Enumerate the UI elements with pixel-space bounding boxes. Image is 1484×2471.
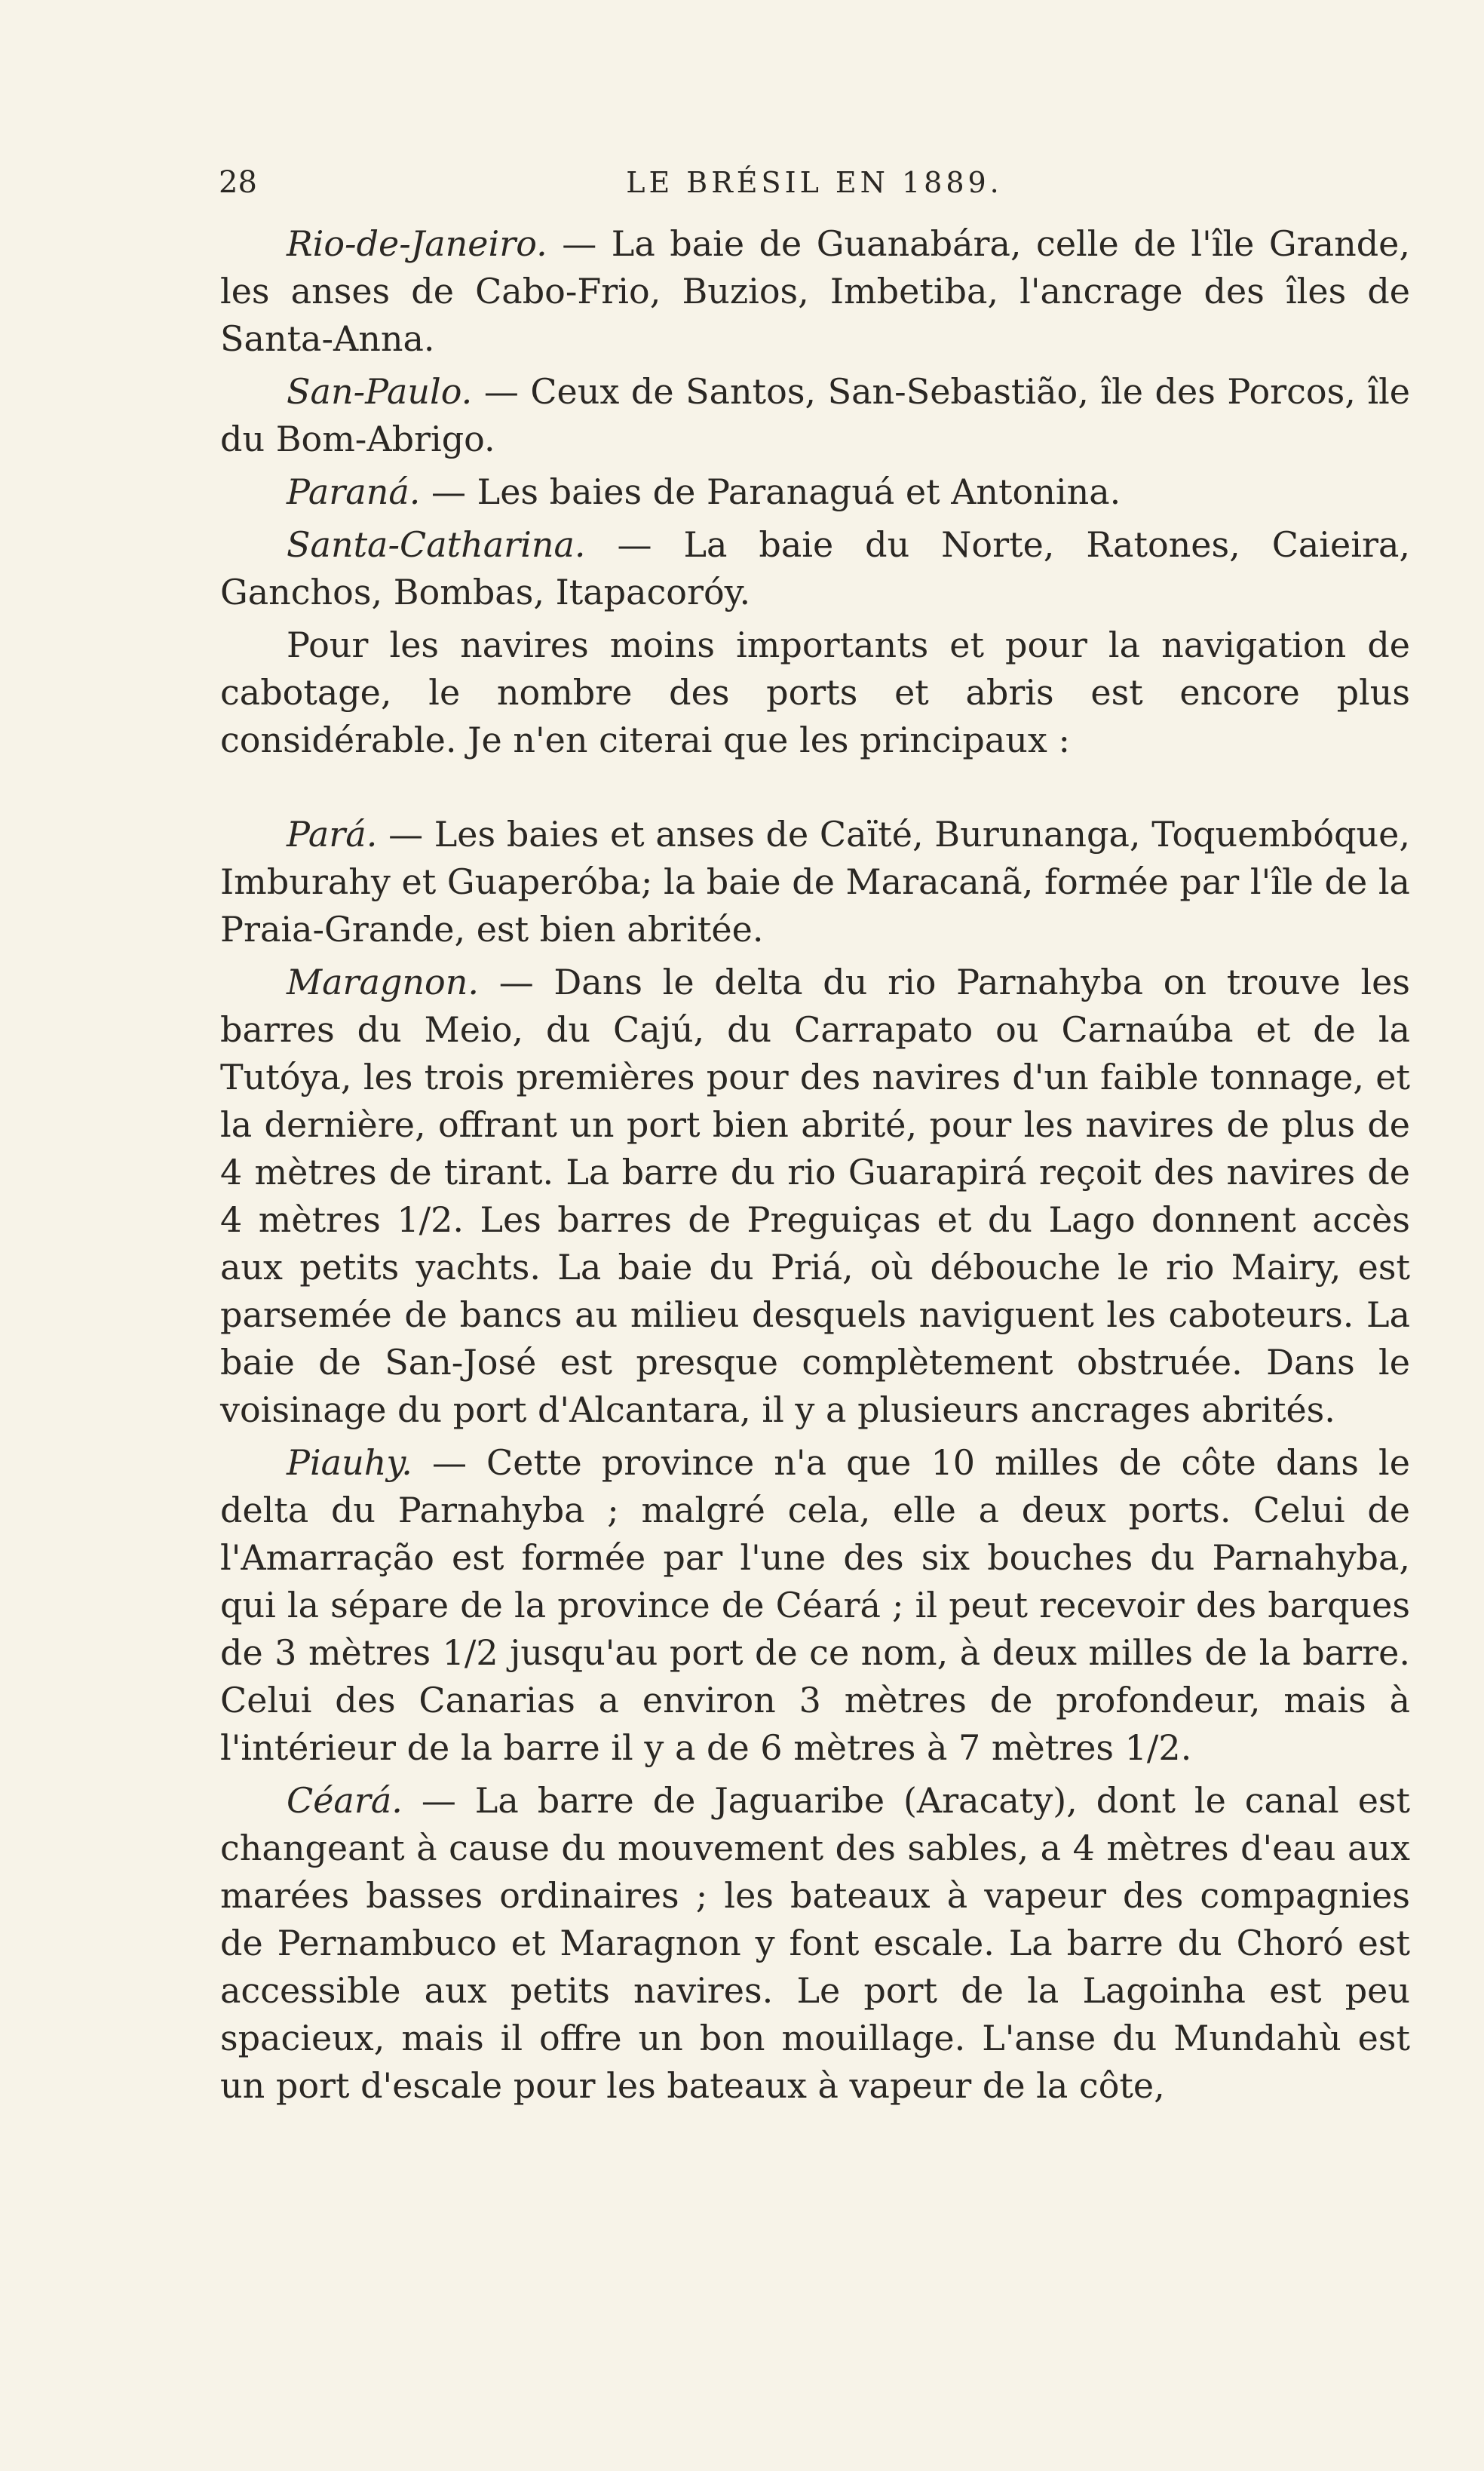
page-number: 28 [219, 165, 257, 200]
place-name: Pará. [287, 814, 378, 855]
place-name: Céará. [287, 1780, 403, 1821]
place-name: Rio-de-Janeiro. [287, 223, 547, 264]
paragraph-cabotage-intro [220, 622, 1410, 764]
place-name: Piauhy. [287, 1442, 412, 1483]
paragraph-rio-de-janeiro [220, 220, 1410, 363]
place-name: San-Paulo. [287, 371, 473, 412]
body-text [220, 220, 1410, 2110]
paragraph-santa-catharina [220, 521, 1410, 616]
paragraph-text: — Les baies et anses de Caïté, Burunanga, Toquembóque, Imburahy et Guaperóba; la baie de Maracanã, formée par l'île de la Praia-Grande, est bien abritée. [220, 814, 1410, 950]
paragraph-ceara [220, 1777, 1410, 2110]
paragraph-text: Pour les navires moins importants et pour la navigation de cabotage, le nombre des ports et abris est encore plus considérable. Je n'en citerai que les principaux : [220, 625, 1410, 760]
paragraph-text: — La barre de Jaguaribe (Aracaty), dont le canal est changeant à cause du mouvement des sables, a 4 mètres d'eau aux marées basses ordinaires ; les bateaux à vapeur des compagnies de Pernambuco et Maragnon y font escale. La barre du Choró est accessible aux petits navires. Le port de la Lagoinha est peu spacieux, mais il offre un bon mouillage. L'anse du Mundahù est un port d'escale pour les bateaux à vapeur de la côte, [220, 1780, 1411, 2106]
paragraph-san-paulo [220, 368, 1410, 463]
place-name: Maragnon. [287, 962, 479, 1002]
paragraph-parana [220, 468, 1410, 516]
page-header [219, 161, 1410, 204]
place-name: Santa-Catharina. [287, 524, 586, 565]
paragraph-text: — Ceux de Santos, San-Sebastião, île des Porcos, île du Bom-Abrigo. [220, 371, 1411, 459]
paragraph-text: — La baie de Guanabára, celle de l'île Grande, les anses de Cabo-Frio, Buzios, Imbetiba, l'ancrage des îles de Santa-Anna. [220, 223, 1411, 359]
paragraph-text: — Dans le delta du rio Parnahyba on trouve les barres du Meio, du Cajú, du Carrapato ou Carnaúba et de la Tutóya, les trois premières pour des navires d'un faible tonnage, et la dernière, offrant un port bien abrité, pour les navires de plus de 4 mètres de tirant. La barre du rio Guarapirá reçoit des navires de 4 mètres 1/2. Les barres de Preguiças et du Lago donnent accès aux petits yachts. La baie du Priá, où débouche le rio Mairy, est parsemée de bancs au milieu desquels naviguent les caboteurs. La baie de San-José est presque complètement obstruée. Dans le voisinage du port d'Alcantara, il y a plusieurs ancrages abrités. [220, 962, 1411, 1430]
paragraph-text: — Cette province n'a que 10 milles de côte dans le delta du Parnahyba ; malgré cela, elle a deux ports. Celui de l'Amarração est formée par l'une des six bouches du Parnahyba, qui la sépare de la province de Céará ; il peut recevoir des barques de 3 mètres 1/2 jusqu'au port de ce nom, à deux milles de la barre. Celui des Canarias a environ 3 mètres de profondeur, mais à l'intérieur de la barre il y a de 6 mètres à 7 mètres 1/2. [220, 1442, 1410, 1768]
running-title: LE BRÉSIL EN 1889. [626, 166, 1003, 199]
paragraph-text: — Les baies de Paranaguá et Antonina. [431, 471, 1121, 512]
paragraph-text: — La baie du Norte, Ratones, Caieira, Ganchos, Bombas, Itapacoróy. [220, 524, 1410, 612]
paragraph-piauhy [220, 1439, 1410, 1772]
paragraph-maragnon [220, 959, 1410, 1434]
place-name: Paraná. [287, 471, 421, 512]
paragraph-para [220, 811, 1410, 953]
